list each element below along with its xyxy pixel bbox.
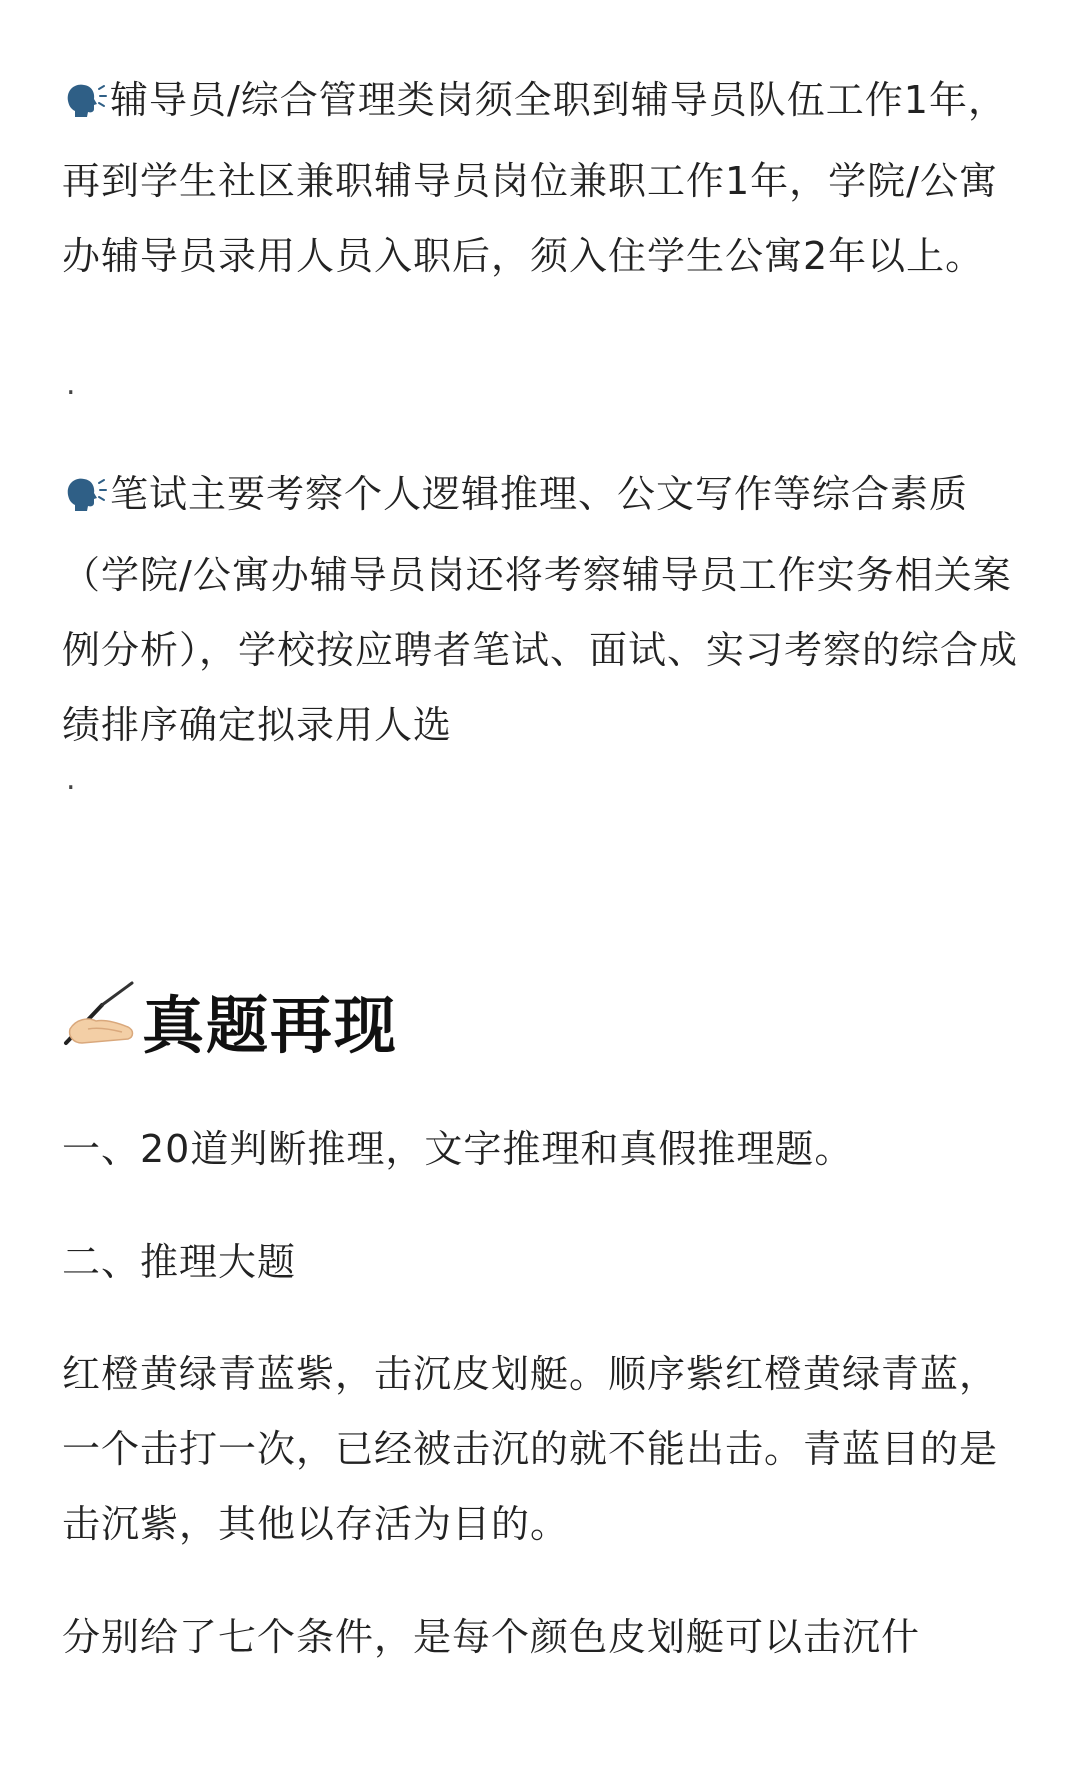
paragraph-text: 笔试主要考察个人逻辑推理、公文写作等综合素质（学院/公寓办辅导员岗还将考察辅导员工作实务相关案例分析），学校按应聘者笔试、面试、实习考察的综合成绩排序确定拟录用人选 [62, 472, 1019, 747]
paragraph-puzzle-description: 红橙黄绿青蓝紫，击沉皮划艇。顺序紫红橙黄绿青蓝，一个击打一次，已经被击沉的就不能出击。青蓝目的是击沉紫，其他以存活为目的。 [62, 1352, 999, 1546]
section-heading [62, 975, 398, 1065]
separator-dot: . [66, 762, 76, 797]
speaking-head-icon [62, 463, 108, 538]
list-item-1: 一、20道判断推理，文字推理和真假推理题。 [62, 1127, 854, 1171]
paragraph-counselor-requirement [62, 63, 1022, 294]
paragraph-text: 辅导员/综合管理类岗须全职到辅导员队伍工作1年，再到学生社区兼职辅导员岗位兼职工作1年，学院/公寓办辅导员录用人员入职后，须入住学生公寓2年以上。 [62, 78, 1007, 278]
paragraph-conditions: 分别给了七个条件，是每个颜色皮划艇可以击沉什 [62, 1615, 921, 1659]
separator-dot: . [66, 367, 76, 402]
paragraph-exam-content [62, 457, 1022, 763]
list-item-2: 二、推理大题 [62, 1240, 297, 1284]
writing-hand-icon [62, 977, 140, 1064]
speaking-head-icon [62, 69, 108, 144]
heading-text: 真题再现 [142, 988, 399, 1062]
